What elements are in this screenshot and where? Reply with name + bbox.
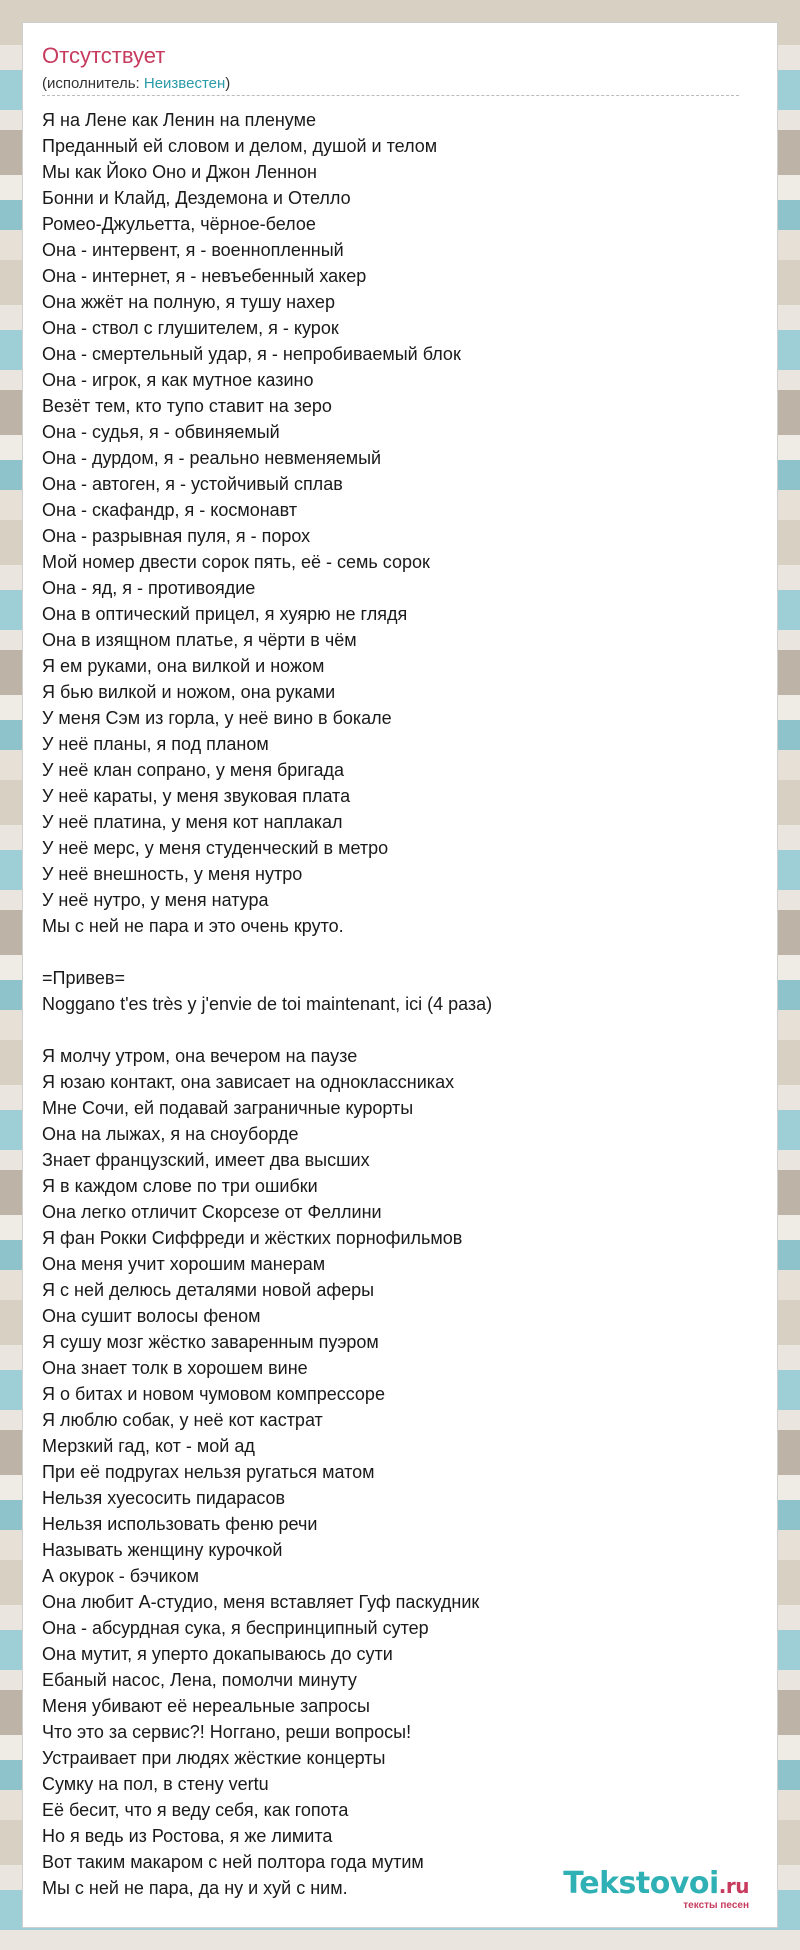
lyric-line: У неё планы, я под планом bbox=[42, 734, 269, 754]
byline-suffix: ) bbox=[225, 75, 231, 92]
lyric-line: Вот таким макаром с ней полтора года мутим bbox=[42, 1852, 424, 1872]
lyric-line: Она в оптический прицел, я хуярю не глядя bbox=[42, 604, 408, 624]
lyric-line: Ромео-Джульетта, чёрное-белое bbox=[42, 214, 316, 234]
lyric-line: Нельзя хуесосить пидарасов bbox=[42, 1488, 286, 1508]
lyric-line: Она - смертельный удар, я - непробиваемый блок bbox=[42, 344, 461, 364]
lyric-line: При её подругах нельзя ругаться матом bbox=[42, 1462, 375, 1482]
lyric-line: Мы с ней не пара, да ну и хуй с ним. bbox=[42, 1878, 348, 1898]
lyric-line: Я молчу утром, она вечером на паузе bbox=[42, 1046, 358, 1066]
lyric-line: Бонни и Клайд, Дездемона и Отелло bbox=[42, 188, 351, 208]
lyric-line: =Привев= bbox=[42, 968, 125, 988]
lyric-line: Она - абсурдная сука, я беспринципный сутер bbox=[42, 1618, 429, 1638]
lyric-line: Мерзкий гад, кот - мой ад bbox=[42, 1436, 255, 1456]
lyric-line: Что это за сервис?! Ноггано, реши вопросы! bbox=[42, 1722, 412, 1742]
lyric-line: Она легко отличит Скорсезе от Феллини bbox=[42, 1202, 382, 1222]
lyric-line: Я юзаю контакт, она зависает на одноклассниках bbox=[42, 1072, 455, 1092]
lyric-line: Я ем руками, она вилкой и ножом bbox=[42, 656, 325, 676]
lyric-line: Она мутит, я уперто докапываюсь до сути bbox=[42, 1644, 393, 1664]
lyrics-text bbox=[42, 107, 747, 1901]
logo-name: Tekstovoi bbox=[563, 1866, 719, 1901]
lyric-line: Она сушит волосы феном bbox=[42, 1306, 261, 1326]
site-logo[interactable] bbox=[563, 1868, 749, 1911]
lyric-line: Я бью вилкой и ножом, она руками bbox=[42, 682, 336, 702]
lyric-line: Она - интервент, я - военнопленный bbox=[42, 240, 344, 260]
lyric-line: Называть женщину курочкой bbox=[42, 1540, 283, 1560]
lyric-line: Она меня учит хорошим манерам bbox=[42, 1254, 326, 1274]
song-title: Отсутствует bbox=[42, 43, 166, 68]
lyric-line: Преданный ей словом и делом, душой и телом bbox=[42, 136, 438, 156]
lyric-line: Она в изящном платье, я чёрти в чём bbox=[42, 630, 357, 650]
lyric-line: Я люблю собак, у неё кот кастрат bbox=[42, 1410, 323, 1430]
lyric-line: Она на лыжах, я на сноуборде bbox=[42, 1124, 299, 1144]
lyric-line: Нельзя использовать феню речи bbox=[42, 1514, 318, 1534]
lyric-line: Она любит А-студио, меня вставляет Гуф паскудник bbox=[42, 1592, 480, 1612]
lyric-line: Она знает толк в хорошем вине bbox=[42, 1358, 308, 1378]
lyric-line: Она - игрок, я как мутное казино bbox=[42, 370, 314, 390]
lyric-line: У неё мерс, у меня студенческий в метро bbox=[42, 838, 389, 858]
lyric-line: Но я ведь из Ростова, я же лимита bbox=[42, 1826, 333, 1846]
lyric-line: Она - ствол с глушителем, я - курок bbox=[42, 318, 339, 338]
lyric-line: Она - скафандр, я - космонавт bbox=[42, 500, 298, 520]
lyric-line: Сумку на пол, в стену vertu bbox=[42, 1774, 269, 1794]
lyric-line: Я в каждом слове по три ошибки bbox=[42, 1176, 318, 1196]
lyric-line: Я с ней делюсь деталями новой аферы bbox=[42, 1280, 375, 1300]
artist-link[interactable]: Неизвестен bbox=[143, 75, 226, 92]
lyric-line bbox=[42, 939, 747, 965]
lyric-line: Мне Сочи, ей подавай заграничные курорты bbox=[42, 1098, 414, 1118]
lyric-line: Знает французский, имеет два высших bbox=[42, 1150, 370, 1170]
lyric-line: Noggano t'es très y j'envie de toi maintenant, ici (4 раза) bbox=[42, 994, 493, 1014]
lyric-line: Мы как Йоко Оно и Джон Леннон bbox=[42, 162, 317, 182]
logo-tld: .ru bbox=[718, 1874, 749, 1898]
lyric-line: Я фан Рокки Сиффреди и жёстких порнофильмов bbox=[42, 1228, 463, 1248]
logo-tagline: тексты песен bbox=[683, 1900, 749, 1911]
lyric-line: У меня Сэм из горла, у неё вино в бокале bbox=[42, 708, 392, 728]
lyric-line: Я на Лене как Ленин на пленуме bbox=[42, 110, 316, 130]
lyric-line: Она - яд, я - противоядие bbox=[42, 578, 256, 598]
lyric-line: У неё нутро, у меня натура bbox=[42, 890, 269, 910]
lyric-line: У неё внешность, у меня нутро bbox=[42, 864, 303, 884]
lyric-line: А окурок - бэчиком bbox=[42, 1566, 199, 1586]
lyric-line: У неё караты, у меня звуковая плата bbox=[42, 786, 351, 806]
lyric-line: Она - судья, я - обвиняемый bbox=[42, 422, 280, 442]
lyric-line: У неё клан сопрано, у меня бригада bbox=[42, 760, 345, 780]
lyric-line: У неё платина, у меня кот наплакал bbox=[42, 812, 343, 832]
byline-prefix: (исполнитель: bbox=[42, 75, 144, 92]
lyric-line: Везёт тем, кто тупо ставит на зеро bbox=[42, 396, 332, 416]
lyric-line: Она - автоген, я - устойчивый сплав bbox=[42, 474, 343, 494]
lyric-line: Ебаный насос, Лена, помолчи минуту bbox=[42, 1670, 357, 1690]
lyric-line: Она - разрывная пуля, я - порох bbox=[42, 526, 311, 546]
lyric-line: Меня убивают её нереальные запросы bbox=[42, 1696, 370, 1716]
lyric-line: Я о битах и новом чумовом компрессоре bbox=[42, 1384, 385, 1404]
lyric-line: Она жжёт на полную, я тушу нахер bbox=[42, 292, 335, 312]
lyric-line: Мы с ней не пара и это очень круто. bbox=[42, 916, 344, 936]
lyrics-card bbox=[22, 22, 778, 1928]
title-divider bbox=[42, 95, 739, 96]
lyric-line: Она - интернет, я - невъебенный хакер bbox=[42, 266, 367, 286]
lyric-line: Её бесит, что я веду себя, как гопота bbox=[42, 1800, 349, 1820]
artist-byline bbox=[42, 75, 230, 92]
lyric-line: Я сушу мозг жёстко заваренным пуэром bbox=[42, 1332, 379, 1352]
lyric-line: Она - дурдом, я - реально невменяемый bbox=[42, 448, 382, 468]
lyric-line bbox=[42, 1017, 747, 1043]
lyric-line: Мой номер двести сорок пять, её - семь сорок bbox=[42, 552, 430, 572]
lyric-line: Устраивает при людях жёсткие концерты bbox=[42, 1748, 386, 1768]
